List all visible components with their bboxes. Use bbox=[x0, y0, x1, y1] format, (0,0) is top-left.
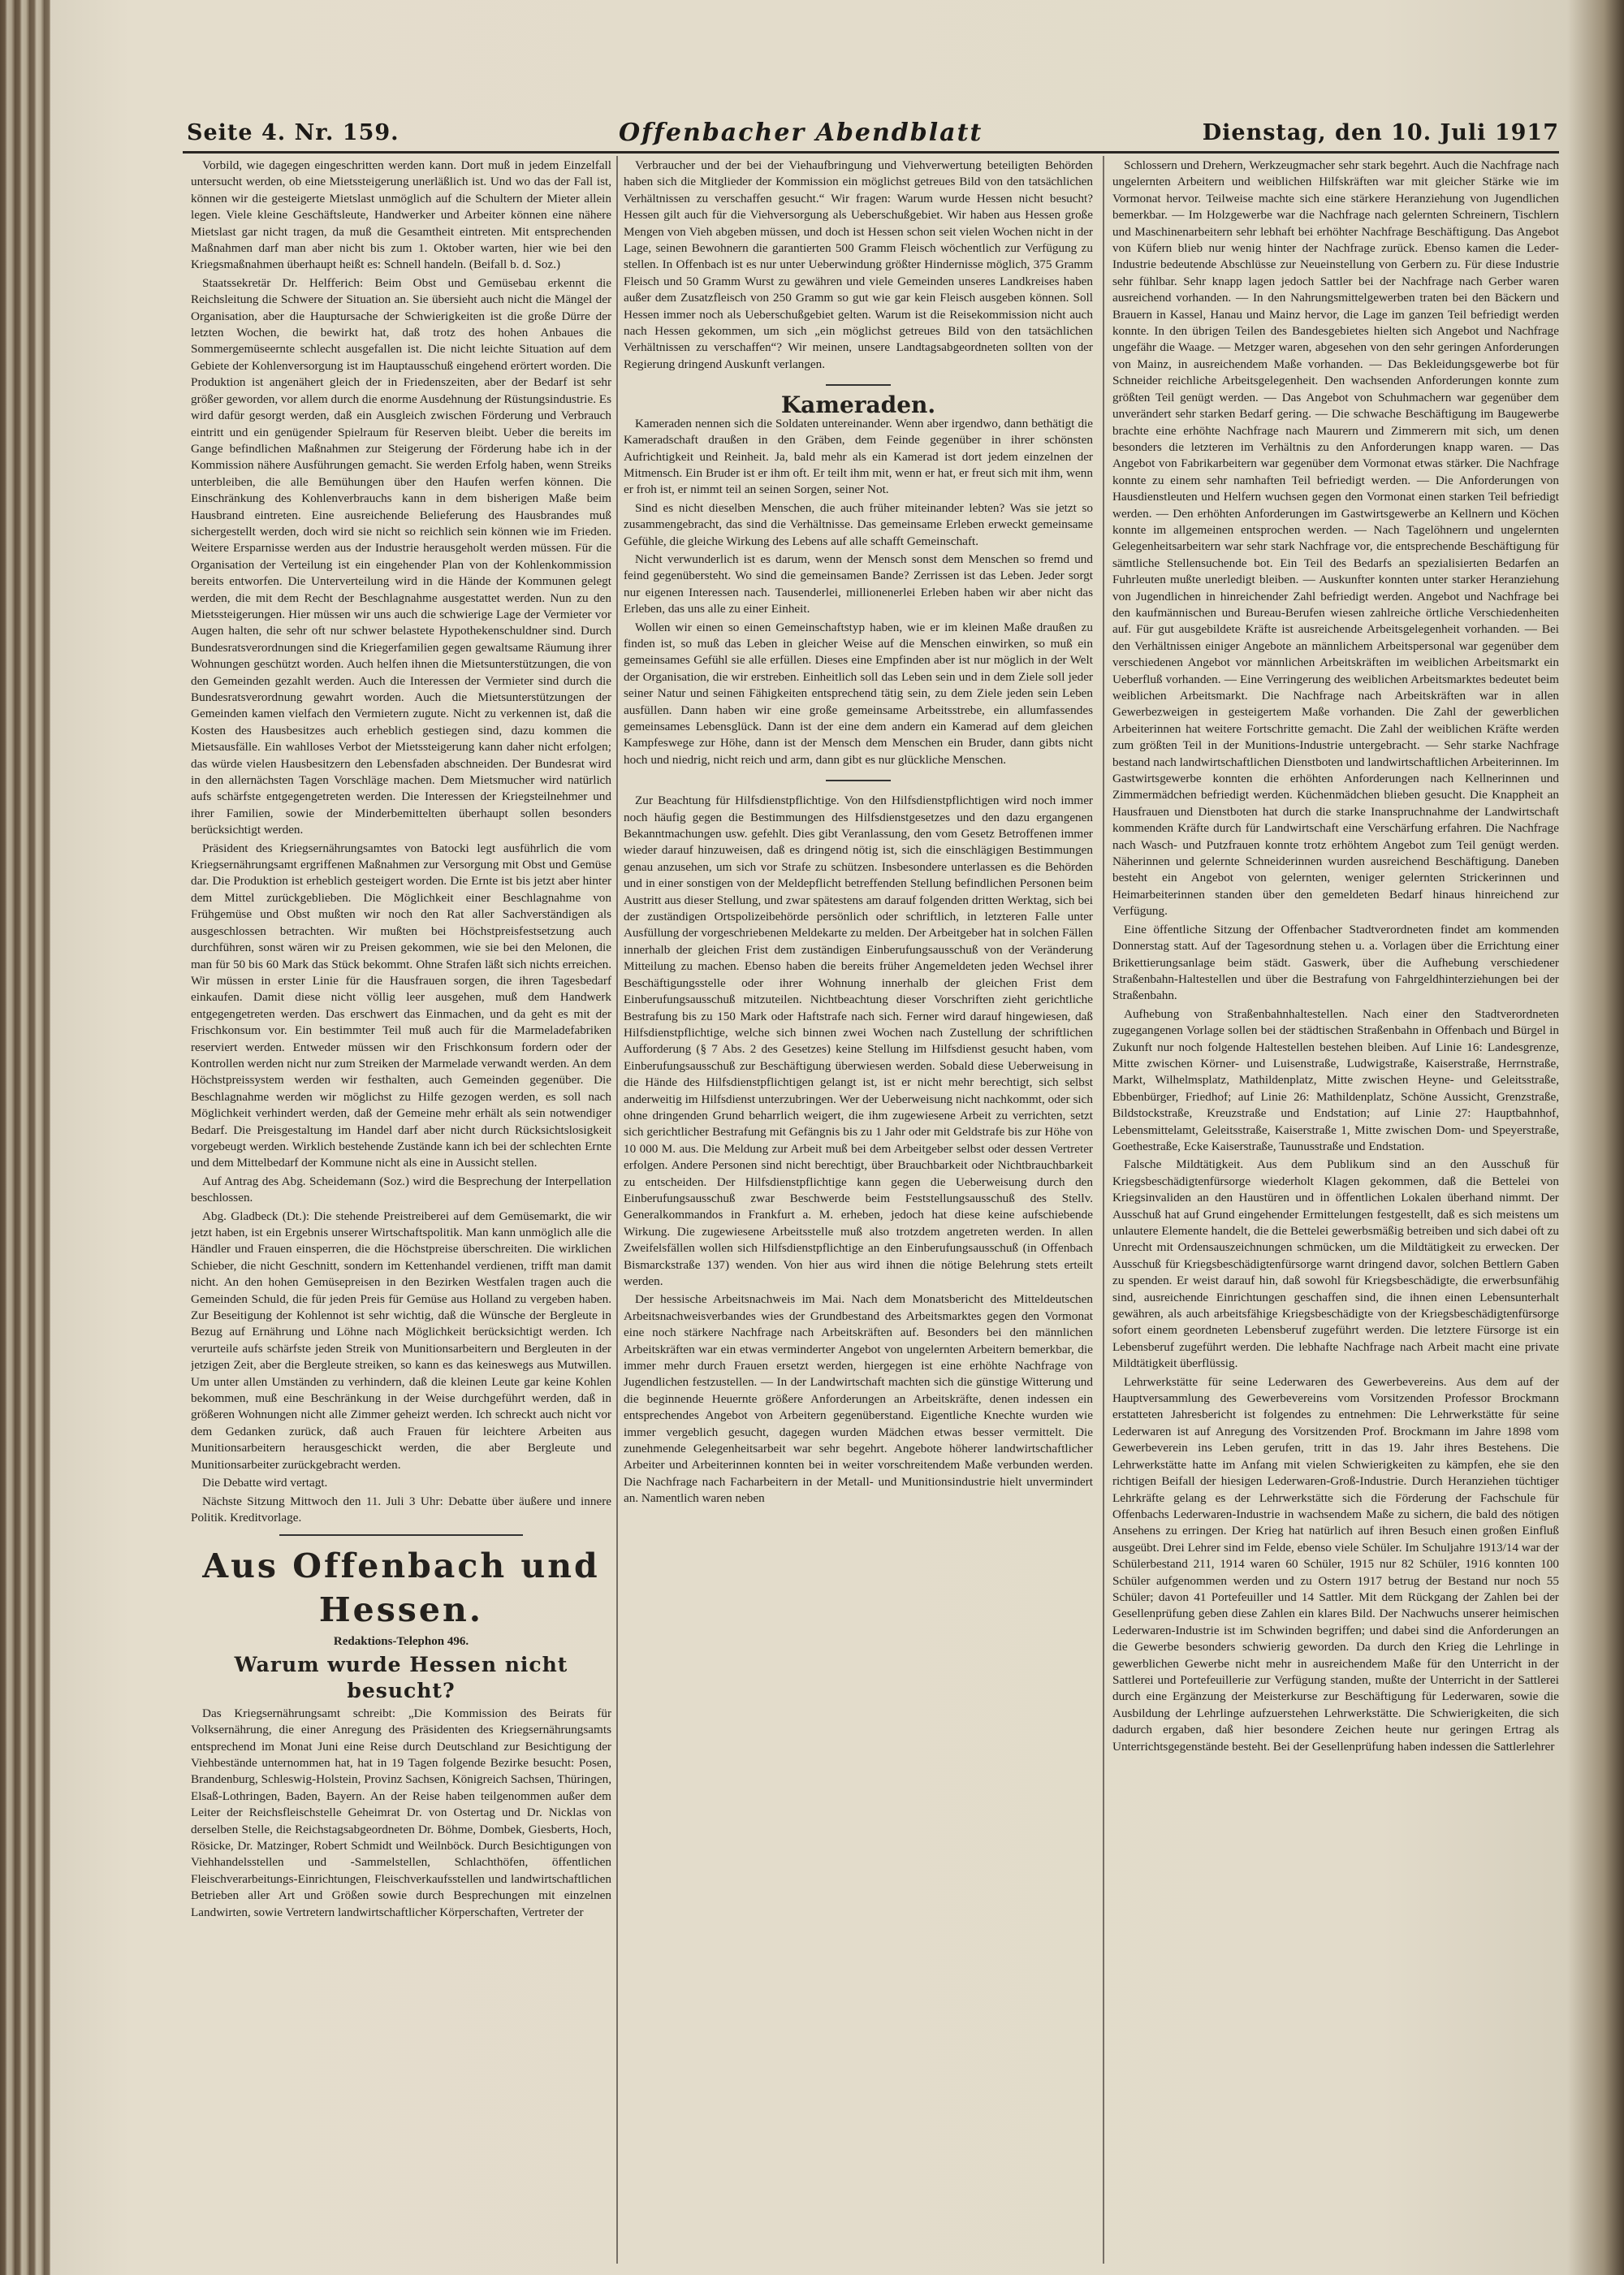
column-1 bbox=[191, 158, 611, 2261]
article-paragraph: Verbraucher und der bei der Viehaufbringung und Viehverwertung beteiligten Behörden haben sich die Mitglieder der Kommission ein möglichst getreues Bild von den tatsächlichen Verhältnissen zu verschaffen gesucht.“ Wir fragen: Warum wurde Hessen nicht besucht? Hessen gilt auch für die Viehversorgung als Ueberschußgebiet. Wir haben aus Hessen große Mengen von Vieh abgeben müssen, und doch ist Hessen schon seit vielen Wochen nicht in der Lage, seinen Bewohnern die garantierten 500 Gramm Fleisch wöchentlich zur Verfügung zu stellen. In Offenbach ist es nur unter Ueberwindung größter Hindernisse möglich, 375 Gramm Fleisch und 50 Gramm Wurst zu gewähren und viele Gemeinden unseres Landkreises haben außer dem Zusatzfleisch von 250 Gramm so gut wie gar kein Fleisch ausgeben können. Soll Hessen immer noch als Ueberschußgebiet gelten. Warum ist die Reisekommission nicht auch nach Hessen gekommen, um sich „ein möglichst getreues Bild von den tatsächlichen Verhältnissen zu verschaffen“? Wir meinen, unsere Landtagsabgeordneten sollten von der Regierung dringend Auskunft verlangen. bbox=[624, 158, 1093, 371]
article-paragraph: Lehrwerkstätte für seine Lederwaren des Gewerbevereins. Aus dem auf der Hauptversammlung des Gewerbevereins vom Vorsitzenden Professor Brockmann erstatteten Jahresbericht ist folgendes zu entnehmen: Die Lehrwerkstätte für seine Lederwaren ist auf Anregung des Vorsitzenden Prof. Brockmann im Jahre 1898 vom Gewerbeverein ins Leben gerufen, tritt in das 19. Jahr ihres Bestehens. Die Lehrwerkstätte hatte im Anfang mit vielen Schwierigkeiten zu kämpfen, ehe sie den richtigen Beifall der hiesigen Lederwaren-Groß-Industrie. Durch Heranziehen tüchtiger Lehrkräfte gelang es der Lehrwerkstätte sich die Förderung der Fachschule für Offenbachs Lederwaren-Industrie in wachsendem Maße zu sichern, die bald des nötigen Ansehens zu erringen. Der Krieg hat natürlich auf ihren Besuch einen großen Einfluß ausgeübt. Drei Lehrer sind im Felde, ebenso viele Schüler. Im Schuljahre 1913/14 war der Schülerbestand 211, 1914 waren 60 Schüler, 1915 nur 82 Schüler, 1916 konnten 100 Schüler aufgenommen werden und zu Ostern 1917 betrug der Bestand nur noch 55 Schüler; davon 41 Portefeuiller und 14 Sattler. Mit dem Rückgang der Zahlen bei der Gesellenprüfung geben diese Zahlen ein klares Bild. Der Nachwuchs unserer heimischen Lederwaren-Industrie ist im Schwinden begriffen; und dabei sind die Anforderungen an die Gewerbe besonders schwierig geworden. Da durch den Krieg die Lehrlinge in gewerblichen Gewerbe nicht mehr in ausreichendem Maße für den Unterricht in der Sattlerei und Portefeuillerie zur Verfügung standen, mußte der Unterricht in der Sattlerei durch eine Ergänzung der Meisterkurse zur Beschäftigung für Lederwaren, sowie die Ausbildung der Lehrlinge aufzuerstehen Lehrwerkstätte. Die Schwierigkeiten, die sich dadurch ergaben, daß hier besondere Zeichen heute nur geringen Ertrag als Unterrichtsgegenstände besteht. Bei der Gesellenprüfung haben indessen die Sattlerlehrer bbox=[1112, 1374, 1559, 1754]
article-paragraph: Staatssekretär Dr. Helfferich: Beim Obst und Gemüsebau erkennt die Reichsleitung die Schwere der Situation an. Sie übersieht auch nicht die Mängel der Organisation, aber die Hauptursache der Schwierigkeiten ist die große Dürre der letzten Wochen, die bewirkt hat, daß trotz des hohen Anbaues die Sommergemüseernte schlecht ausgefallen ist. Die nicht leichte Situation auf dem Gebiete der Kohlenversorgung ist im Hauptausschuß eingehend erörtert worden. Die Produktion ist angenähert gleich der in Friedenszeiten, aber der Bedarf ist sehr größer geworden, vor allem durch die enorme Ausdehnung der Rüstungsindustrie. Es wird dafür gesorgt werden, daß ein Ausgleich zwischen Förderung und Verbrauch eintritt und ein genügender Spielraum für Reserven bleibt. Ueber die bereits im Gange befindlichen Maßnahmen zur Steigerung der Förderung habe ich in der Kommission nähere Ausführungen gemacht. Sie werden Erfolg haben, wenn Streiks unterbleiben, die alle Bemühungen über den Haufen werfen können. Die Einschränkung des Kohlenverbrauchs kann in dem bisherigen Maße beim Hausbrand eintreten. Eine ausreichende Belieferung des Hausbrandes muß sichergestellt werden, doch wird sie nicht so reichlich sein können wie im Frieden. Weitere Ersparnisse werden aus der Industrie herausgeholt werden müssen. Für die Organisation der Verteilung ist ein eingehender Plan von der Kohlenkommission bereits entworfen. Die Unterverteilung wird in die Hände der Kommunen gelegt werden, die mit dem Recht der Beschlagnahme ausgestattet werden. Nun zu den Mietssteigerungen. Hier müssen wir uns auch die schwierige Lage der Vermieter vor Augen halten, die sehr oft nur schwer belastete Hypothekenschuldner sind. Durch Bundesratsverordnungen sind die Kriegerfamilien gegen gewaltsame Räumung ihrer Wohnungen geschützt worden. Auch helfen ihnen die Mietsunterstützungen, die von den Gemeinden gezahlt werden. Auch die Interessen der Vermieter sind durch die Bundesratsverordnung gewahrt worden. Auch die Mietsunterstützungen der Gemeinden kamen vielfach den Vermietern zugute. Nicht zu verkennen ist, daß die Kosten des Hausbesitzes auch erheblich gestiegen sind, dazu kommen die Mietsausfälle. Ein wahlloses Verbot der Mietssteigerung kann daher nicht erfolgen; das würde vielen Hausbesitzern den Lebensfaden abschneiden. Der Bundesrat wird in den allernächsten Tagen Vorschläge machen. Dem Mietsmucher wird natürlich aufs schärfste entgegengetreten werden. Die Interessen der Kriegsteilnehmer und ihrer Familien, sowie der Minderbemittelten überhaupt sollen besonders berücksichtigt werden. bbox=[191, 275, 611, 837]
header-rule bbox=[183, 151, 1559, 154]
page-number: Seite 4. Nr. 159. bbox=[187, 119, 400, 145]
article-paragraph: Sind es nicht dieselben Menschen, die auch früher miteinander lebten? Was sie jetzt so zusammengebracht, das sind die Verhältnisse. Das gemeinsame Erleben erweckt gemeinsame Gefühle, die gleiche Wirkung des Lebens auf alle schafft Gemeinschaft. bbox=[624, 500, 1093, 548]
article-paragraph: Schlossern und Drehern, Werkzeugmacher sehr stark begehrt. Auch die Nachfrage nach ungelernten Arbeitern und weiblichen Hilfskräften war mit gleicher Stärke wie im Vormonat hervor. Teilweise machte sich eine stärkere Heranziehung von Jugendlichen bemerkbar. — Im Holzgewerbe war die Nachfrage nach gelernten Schreinern, Tischlern und Maschinenarbeitern sehr lebhaft bei erhöhter Nachfrage Beschäftigung. Das Angebot von Küfern blieb nur wenig hinter der Nachfrage zurück. Ebenso kamen die Leder-Industrie bedeutende Abschlüsse zur Neueinstellung von Gerbern zu. Für diese Industrie sehr fühlbar. Sehr knapp lagen jedoch Sattler bei der Nachfrage nach Gerber waren ausreichend vorhanden. — In den Nahrungsmittelgewerben traten bei den Bäckern und Brauern in Kassel, Hanau und Mainz hervor, die Lage im ganzen Teil befriedigt werden konnte. In den übrigen Teilen des Bandesgebietes hielten sich Angebot und Nachfrage ungefähr die Waage. — Metzger waren, abgesehen von den sehr geringen Anforderungen von Mainz, in ausreichendem Maße vorhanden. — Das Bekleidungsgewerbe bot für Schneider reichliche Arbeitsgelegenheit. Den wachsenden Anforderungen konnte zum größten Teil genügt werden. — Das Angebot von Schuhmachern war gegenüber dem unverändert sehr starken Bedarf gering. — Die schwache Beschäftigung im Baugewerbe brachte eine erhöhte Nachfrage nach Maurern und Zimmerern mit sich, um denen besonders die letzteren im Verhältnis zu den Anforderungen knapp waren. — Das Angebot von Fabrikarbeitern war gegenüber dem Vormonat etwas stärker. Die Nachfrage konnte zu einem sehr namhaften Teil befriedigt werden. — Die Anforderungen von Hausdienstleuten und Helfern wuchsen gegen den Vormonat einen starken Teil befriedigt werden. — Den erhöhten Anforderungen im Gastwirtsgewerbe an Kellnern und Köchen konnte im allgemeinen entsprochen werden. — Nach Tagelöhnern und ungelernten Gelegenheitsarbeitern war sehr stark Nachfrage vor, die entsprechende Beschäftigung für sämtliche Stellensuchende bot. Ein Teil des Bedarfs an spezialisierten Bedarfen an Fuhrleuten mußte unerledigt bleiben. — Auskunfter konnten unter starker Heranziehung von Jugendlichen in hinreichender Zahl befriedigt werden. Angebot und Nachfrage bei den kaufmännischen und Bureau-Berufen wiesen zahlreiche örtliche Verschiedenheiten auf. Für gut ausgebildete Kräfte ist ausreichende Arbeitsgelegenheit vorhanden. — Bei den Verhältnissen einiger Angebote an männlichem Arbeitspersonal war gegenüber dem verschiedenen Angebot vor männlichen Arbeitskräften im weiblichen Arbeitsmarkt ein Ueberfluß vorhanden. — Eine Verringerung des weiblichen Arbeitsmarktes bedeutet beim weiblichen Arbeitsmarkt. Die Nachfrage nach Arbeitskräften war in allen Gewerbezweigen in gesteigertem Maße vorhanden. Die Zahl der gewerblichen Arbeiterinnen hat weitere Fortschritte gemacht. Die Zahl der weiblichen Kräfte werden zum größten Teil in der Munitions-Industrie untergebracht. — Sehr starke Nachfrage bestand nach landwirtschaftlichen Dienstboten und landwirtschaftlichen Arbeiterinnen. Im Gastwirtsgewerbe konnten die erhöhten Anforderungen nach Kellnerinnen und Zimmermädchen befriedigt werden. Küchenmädchen blieben gesucht. Die Knappheit an Hausfrauen und Dienstboten hat durch die starke Inanspruchnahme der Landwirtschaft kommenden Kräfte durch für Landwirtschaft eine Verschärfung erfahren. Die Nachfrage nach Wasch- und Putzfrauen konnte trotz erhöhtem Angebot zum Teil genügt werden. Näherinnen und gelernte Schneiderinnen wurden ausreichend Beschäftigung. Daneben besteht ein Angebot von gelernten, weniger gelernten Strickerinnen und Heimarbeiterinnen standen über den gemeldeten Bedarf hinaus hinreichend zur Verfügung. bbox=[1112, 158, 1559, 919]
article-paragraph: Nächste Sitzung Mittwoch den 11. Juli 3 Uhr: Debatte über äußere und innere Politik. Kreditvorlage. bbox=[191, 1494, 611, 1525]
newspaper-title: Offenbacher Abendblatt bbox=[618, 118, 983, 147]
article-paragraph: Auf Antrag des Abg. Scheidemann (Soz.) wird die Besprechung der Interpellation beschlossen. bbox=[191, 1174, 611, 1205]
article-paragraph: Vorbild, wie dagegen eingeschritten werden kann. Dort muß in jedem Einzelfall untersucht werden, ob eine Mietssteigerung unerläßlich ist. Und wo das der Fall ist, können wir die gesteigerte Mietslast unmöglich auf die Schultern der Mieter allein legen. Viele kleine Geschäftsleute, Handwerker und Arbeiter können eine nähere Mietslast gar nicht tragen, da muß die Gesamtheit eintreten. Mit entsprechenden Maßnahmen darf man aber nicht bis zum 1. Oktober warten, hier wie bei den Kriegsmaßnahmen überhaupt heißt es: Schnell handeln. (Beifall b. d. Soz.) bbox=[191, 158, 611, 272]
article-rule bbox=[826, 780, 891, 781]
article-paragraph: Die Debatte wird vertagt. bbox=[202, 1476, 328, 1490]
article-paragraph: Präsident des Kriegsernährungsamtes von Batocki legt ausführlich die vom Kriegsernährungsamt ergriffenen Maßnahmen zur Versorgung mit Obst und Gemüse dar. Die Produktion ist erheblich gesteigert worden. Die Ernte ist bis jetzt aber hinter dem Mittel zurückgeblieben. Die Möglichkeit einer Beschlagnahme von Frühgemüse und Obst mußten wir noch den Rat aller Sachverständigen als ausgeschlossen betrachten. Wir mußten bei Höchstpreisfestsetzung auch durchführen, sonst wären wir zu Preisen gekommen, wie sie bei den Melonen, die man für 50 bis 60 Mark das Stück bekommt. Ohne Strafen läßt sich nichts erreichen. Wir müssen in erster Linie für die Hausfrauen sorgen, die ihren Tagesbedarf einkaufen. Damit diese nicht völlig leer ausgehen, muß dem Handwerk entgegengetreten werden. Das erschwert das Einmachen, und da geht es mit der Frischkonsum vor. Ein bestimmter Teil muß auch für die Marmeladefabriken reserviert werden. Entweder müssen wir den Frischkonsum fordern oder der Kontrollen werden nicht nur zum Streiken der Marmelade verwandt werden. An dem Höchstpreissystem werden wir festhalten, auch Gemeinden gegenüber. Die Beschlagnahme werden wir möglichst zu Hilfe gezogen werden, es soll nach Möglichkeit verhindert werden, daß der Gemeine mehr erhält als sein notwendiger Bedarf. Die Preisgestaltung im Handel darf aber nicht durch Rücksichtslosigkeit vorgebeugt werden. Wirklich bestehende Zustände kann ich bei der schlechten Ernte und dem Mittelbedarf der Kommune nicht als eine in Aussicht stellen. bbox=[191, 841, 611, 1170]
article-title: Warum wurde Hessen nicht besucht? bbox=[234, 1652, 568, 1702]
section-subtitle: Redaktions-Telephon 496. bbox=[333, 1635, 469, 1649]
article-paragraph: Kameraden nennen sich die Soldaten untereinander. Wenn aber irgendwo, dann bethätigt die Kameradschaft draußen in den Gräben, dem Feinde gegenüber in ihrer schönsten Aufrichtigkeit und Reinheit. Ja, bald mehr als ein Kamerad ist dort jedem einzelnen der Mitmensch. Ein Bruder ist er ihm oft. Er teilt ihm mit, wenn er hat, er freut sich mit ihm, wenn er froh ist, er nimmt teil an seinen Sorgen, seiner Not. bbox=[624, 416, 1093, 497]
article-paragraph: Das Kriegsernährungsamt schreibt: „Die Kommission des Beirats für Volksernährung, die einer Anregung des Präsidenten des Kriegsernährungsamts entsprechend im Monat Juni eine Reise durch Deutschland zur Besichtigung der Viehbestände unternommen hat, hat in 19 Tagen folgende Bezirke besucht: Posen, Brandenburg, Schleswig-Holstein, Provinz Sachsen, Königreich Sachsen, Thüringen, Elsaß-Lothringen, Baden, Bayern. An der Reise haben teilgenommen außer dem Leiter der Reichsfleischstelle Geheimrat Dr. von Ostertag und Dr. Nicklas von derselben Stelle, die Reichstagsabgeordneten Dr. Böhme, Dombek, Giesberts, Hoch, Rösicke, Dr. Matzinger, Robert Schmidt und Weilnböck. Durch Besichtigungen von Viehhandelsstellen und -Sammelstellen, Schlachthöfen, öffentlichen Fleischverarbeitungs-Einrichtungen, Fleischverkaufsstellen und landwirtschaftlichen Betrieben aller Art und Größen sowie durch Besprechungen mit einzelnen Landwirten, sowie Vertretern landwirtschaftlicher Körperschaften, Vertreter der bbox=[191, 1706, 611, 1919]
section-rule bbox=[279, 1534, 523, 1536]
column-3 bbox=[1112, 158, 1559, 2261]
column-2 bbox=[624, 158, 1093, 2261]
article-paragraph: Abg. Gladbeck (Dt.): Die stehende Preistreiberei auf dem Gemüsemarkt, die wir jetzt haben, ist ein Ergebnis unserer Wirtschaftspolitik. Man kann unmöglich alle die Händler und Frauen einsperren, die die Höchstpreise überschreiten. Die wirklichen Schieber, die nicht Geschnitt, sondern im Kettenhandel verdienen, trifft man damit nicht. An den hohen Gemüsepreisen in den Bezirken Westfalen tragen auch die Gemeinden Schuld, die für jeden Preis für Gemüse aus Holland zu vergeben haben. Zur Beseitigung der Kohlennot ist sehr wichtig, daß die Wünsche der Bergleute in Bezug auf Ernährung und Löhne nach Möglichkeit berücksichtigt werden. Ich verurteile aufs schärfste jeden Streik von Munitionsarbeitern und Bergleuten in der jetzigen Zeit, aber die Bergleute streiken, so kann es das keineswegs aus Mutwillen. Um unter allen Umständen zu verhindern, daß die kleinen Leute gar keine Kohlen bekommen, muß eine Beschränkung in der Weise durchgeführt werden, daß in größeren Wohnungen nicht alle Zimmer geheizt werden. Ich schreckt auch nicht vor dem Gedanken zurück, daß auch Frauen für leichtere Arbeiten aus Munitionsarbeitern herausgeschickt werden, die aber Bergleute und Munitionsarbeiter zurückgebracht werden. bbox=[191, 1209, 611, 1472]
article-paragraph: Eine öffentliche Sitzung der Offenbacher Stadtverordneten findet am kommenden Donnerstag statt. Auf der Tagesordnung stehen u. a. Vorlagen über die Errichtung einer Brikettierungsanlage beim städt. Gaswerk, über die Aufhebung verschiedener Straßenbahn-Haltestellen und über die Bestrafung von Fahrgeldhinterziehungen bei der Straßenbahn. bbox=[1112, 922, 1559, 1003]
column-divider bbox=[1103, 156, 1104, 2264]
section-title: Aus Offenbach und Hessen. bbox=[202, 1546, 600, 1630]
article-title: Kameraden. bbox=[780, 391, 936, 419]
article-paragraph: Der hessische Arbeitsnachweis im Mai. Nach dem Monatsbericht des Mitteldeutschen Arbeitsnachweisverbandes wies der Grundbestand des Arbeitsmarktes gegen den Vormonat eine noch stärkere Nachfrage nach Arbeitskräften auf. Besonders bei den männlichen Arbeitskräften war ein etwas verminderter Angebot von ungelernten Arbeitern bemerkbar, die immer mehr durch Frauen ersetzt werden, hiergegen ist eine erhöhte Nachfrage von Jugendlichen festzustellen. — In der Landwirtschaft machten sich die günstige Witterung und die beginnende Heuernte größere Anforderungen an Arbeitskräfte, denen indessen ein entsprechendes Angebot von Arbeitern gegenüberstand. Eigentliche Knechte wurden wie immer vergeblich gesucht, dagegen wurden Mädchen etwas besser vermittelt. Die zunehmende Gelegenheitsarbeit war sehr begehrt. Angebote höherer landwirtschaftlicher Arbeiter und Arbeiterinnen konnten bei in weiter vorschreitendem Maße verbunden werden. Die Nachfrage nach Facharbeitern in der Metall- und Munitionsindustrie hielt unvermindert an. Namentlich waren neben bbox=[624, 1292, 1093, 1506]
book-binding-edge bbox=[0, 0, 50, 2275]
issue-date: Dienstag, den 10. Juli 1917 bbox=[1202, 119, 1559, 145]
article-rule bbox=[826, 384, 891, 386]
article-paragraph: Zur Beachtung für Hilfsdienstpflichtige. Von den Hilfsdienstpflichtigen wird noch immer noch häufig gegen die Bestimmungen des Hilfsdienstgesetzes und den dazu ergangenen Bekanntmachungen usw. gefehlt. Dies gibt Veranlassung, den vom Gesetz Betroffenen immer wieder darauf hinzuweisen, daß es dringend nötig ist, sich die einschlägigen Bestimmungen genau anzusehen, um sich vor Strafe zu schützen. Insbesondere unterlassen es die Behörden und in einer sonstigen von der Meldepflicht betreffenden Stellung befindlichen Personen beim Austritt aus dieser Stellung, und zwar spätestens am darauf folgenden dritten Werktag, sich bei der zuständigen Ortspolizeibehörde persönlich oder schriftlich, in letzteren Falle unter Ausfüllung der vorgeschriebenen Meldekarte zu melden. Der Arbeitgeber hat in solchen Fällen innerhalb der gleichen Frist dem zuständigen Einberufungsausschuß von der Veränderung Mitteilung zu machen. Ebenso haben die bereits früher Angemeldeten jeden Wechsel ihrer Beschäftigungsstelle oder ihrer Wohnung innerhalb der gleichen Frist dem Einberufungsausschuß mitzuteilen. Nichtbeachtung dieser Vorschriften zieht gerichtliche Bestrafung bis zu 150 Mark oder Haftstrafe nach sich. Ferner wird darauf hingewiesen, daß Hilfsdienstpflichtige, welche sich binnen zwei Wochen nach Zustellung der schriftlichen Aufforderung (§ 7 Abs. 2 des Gesetzes) keine Stellung im Hilfsdienst gesucht haben, vom Einberufungsausschuß zur Beschäftigung überwiesen werden. Sobald diese Ueberweisung in die Hände des Hilfsdienstpflichtigen gelangt ist, ist er nicht mehr berechtigt, sich selbst anderweitig im Hilfsdienst unterzubringen. Wer der Ueberweisung nicht nachkommt, oder sich ohne dringenden Grund beharrlich weigert, die ihm zugewiesene Arbeit zu verrichten, setzt sich gerichtlicher Bestrafung mit Gefängnis bis zu 1 Jahr oder mit Geldstrafe bis zur Höhe von 10 000 M. aus. Die Meldung zur Arbeit muß bei dem Arbeitgeber selbst oder dessen Vertreter erfolgen. Andere Personen sind nicht berechtigt, über Brauchbarkeit oder Nichtbrauchbarkeit zu entscheiden. Der Hilfsdienstpflichtige kann gegen die Ueberweisung durch den Einberufungsausschuß zwar Beschwerde beim Feststellungsausschuß des Stellv. Generalkommandos in Frankfurt a. M. erheben, jedoch hat diese keine aufschiebende Wirkung. Die zugewiesene Arbeitsstelle muß also trotzdem angetreten werden. In allen Zweifelsfällen wollen sich Hilfsdienstpflichtige an den Einberufungsausschuß (in Offenbach Bismarckstraße 137) wenden. Von hier aus wird ihnen die nötige Belehrung stets erteilt werden. bbox=[624, 794, 1093, 1288]
column-divider bbox=[616, 156, 618, 2264]
article-paragraph: Falsche Mildtätigkeit. Aus dem Publikum sind an den Ausschuß für Kriegsbeschädigtenfürsorge wiederholt Klagen gekommen, daß die Bettelei von Kriegsinvaliden an den Haustüren und in öffentlichen Lokalen überhand nimmt. Der Ausschuß hat auf Grund eingehender Ermittelungen festgestellt, daß es sich meistens um unlautere Elemente handelt, die die Bettelei gewerbsmäßig betreiben und sich dabei oft zu Unrecht mit Ordensauszeichnungen schmücken, um die Mildtätigkeit zu erwecken. Der Ausschuß für Kriegsbeschädigtenfürsorge warnt dringend davor, solchen Bettlern Gaben zu spenden. Er weist darauf hin, daß sowohl für Kriegsbeschädigte, die erwerbsunfähig sind, ausreichende Einrichtungen geschaffen sind, die ihnen einen Lebensunterhalt gewähren, als auch arbeitsfähige Kriegsbeschädigte von der Kriegsbeschädigtenfürsorge sofort einem geordneten Lebensberuf zugeführt werden. Die letztere Fürsorge ist ein Lebensberuf zugeführt werden. Die lebhafte Nachfrage nach Arbeit macht eine private Mildtätigkeit überflüssig. bbox=[1112, 1157, 1559, 1371]
article-paragraph: Aufhebung von Straßenbahnhaltestellen. Nach einer den Stadtverordneten zugegangenen Vorlage sollen bei der städtischen Straßenbahn in Offenbach und Bürgel in Zukunft nur noch folgende Haltestellen bestehen bleiben. Auf Linie 16: Landesgrenze, Mitte zwischen Körner- und Luisenstraße, Ludwigstraße, Kaiserstraße, Herrnstraße, Markt, Wilhelmsplatz, Mathildenplatz, Mitte zwischen Heyne- und Geleitsstraße, Ebbenbürger, Friedhof; auf Linie 26: Mathildenplatz, Schöne Aussicht, Grenzstraße, Bildstockstraße, Kreuzstraße und Endstation; auf Linie 27: Hauptbahnhof, Lebensmittelamt, Geleitsstraße, Kaiserstraße 1, Mitte zwischen Dom- und Speyerstraße, Goethestraße, Ecke Kaiserstraße, Taunusstraße und Endstation. bbox=[1112, 1006, 1559, 1153]
article-paragraph: Wollen wir einen so einen Gemeinschaftstyp haben, wie er im kleinen Maße draußen zu finden ist, so muß das Leben in gleicher Weise auf die Menschen einwirken, so muß ein gemeinsames Gefühl sie alle erfüllen. Dieses eine Empfinden aber ist nur möglich in der Welt der Organisation, die wir erstreben. Einheitlich soll das Leben sein und in dem Ziele soll jeder seiner Natur und seinen Fähigkeiten entsprechend tätig sein, zu dem Ziele jeden sein Leben ausfüllen. Dann haben wir eine große gemeinsame Arbeitsstrebe, ein allumfassendes gemeinsames Lebensglück. Dann ist der eine dem andern ein Kamerad auf dem gleichen Kampfeswege zur Höhe, dann ist der Mensch dem Menschen ein Bruder, dann gibts nicht hoch und niedrig, nicht reich und arm, dann gibt es nur glückliche Menschen. bbox=[624, 620, 1093, 767]
page-header bbox=[187, 115, 1559, 149]
article-paragraph: Nicht verwunderlich ist es darum, wenn der Mensch sonst dem Menschen so fremd und feind gegenübersteht. Wo sind die gemeinsamen Bande? Zerrissen ist das Leben. Jeder sorgt nur eigenen Interessen nach. Tausenderlei, millionenerlei Erleben haben wir aber nicht das Erleben, das uns alle zu einer Einheit. bbox=[624, 551, 1093, 616]
